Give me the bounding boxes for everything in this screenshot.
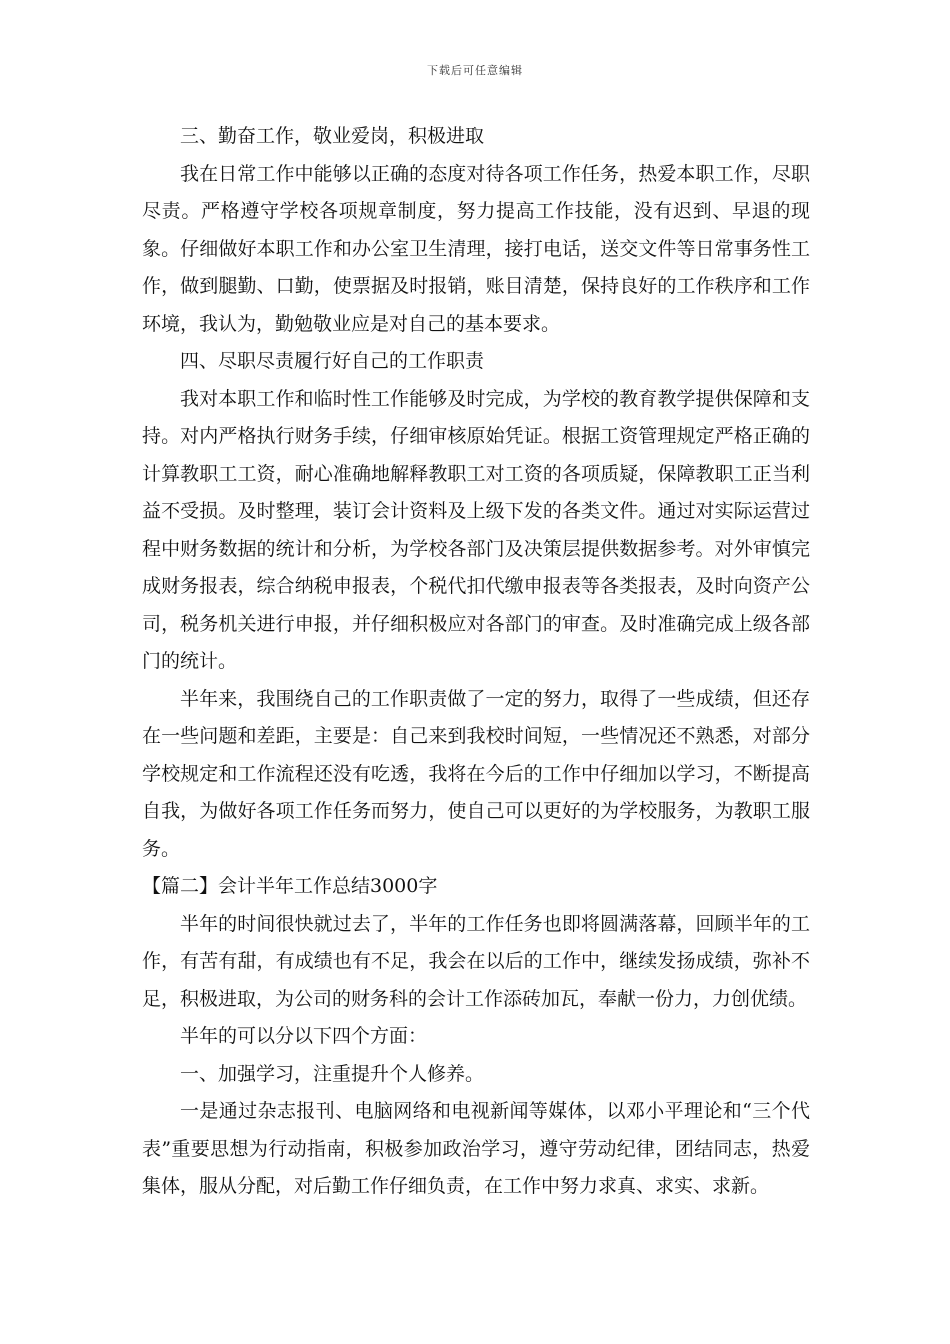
section-heading-3: 三、勤奋工作，敬业爱岗，积极进取 xyxy=(180,125,485,147)
body-paragraph: 我在日常工作中能够以正确的态度对待各项工作任务，热爱本职工作，尽职尽责。严格遵守学校各项规章制度，努力提高工作技能，没有迟到、早退的现象。仔细做好本职工作和办公室卫生清理，接打电话，送交文件等日常事务性工作，做到腿勤、口勤，使票据及时报销，账目清楚，保持良好的工作秩序和工作环境，我认为，勤勉敬业应是对自己的基本要求。 xyxy=(142,162,810,335)
body-paragraph: 半年的时间很快就过去了，半年的工作任务也即将圆满落幕，回顾半年的工作，有苦有甜，有成绩也有不足，我会在以后的工作中，继续发扬成绩，弥补不足，积极进取，为公司的财务科的会计工作添砖加瓦，奉献一份力，力创优绩。 xyxy=(142,912,810,1010)
document-body xyxy=(142,118,810,1206)
body-paragraph: 半年的可以分以下四个方面： xyxy=(180,1025,428,1047)
page-header: 下载后可任意编辑 xyxy=(427,64,523,77)
article-title: 【篇二】会计半年工作总结3000字 xyxy=(142,875,438,897)
section-heading-4: 四、尽职尽责履行好自己的工作职责 xyxy=(180,350,485,372)
body-paragraph: 一是通过杂志报刊、电脑网络和电视新闻等媒体，以邓小平理论和“三个代表”重要思想为行动指南，积极参加政治学习，遵守劳动纪律，团结同志，热爱集体，服从分配，对后勤工作仔细负责，在工作中努力求真、求实、求新。 xyxy=(142,1100,810,1197)
section-heading-1: 一、加强学习，注重提升个人修养。 xyxy=(180,1062,485,1085)
body-paragraph: 半年来，我围绕自己的工作职责做了一定的努力，取得了一些成绩，但还存在一些问题和差距，主要是：自己来到我校时间短，一些情况还不熟悉，对部分学校规定和工作流程还没有吃透，我将在今后的工作中仔细加以学习，不断提高自我，为做好各项工作任务而努力，使自己可以更好的为学校服务，为教职工服务。 xyxy=(142,687,810,860)
body-paragraph: 我对本职工作和临时性工作能够及时完成，为学校的教育教学提供保障和支持。对内严格执行财务手续，仔细审核原始凭证。根据工资管理规定严格正确的计算教职工工资，耐心准确地解释教职工对工资的各项质疑，保障教职工正当利益不受损。及时整理，装订会计资料及上级下发的各类文件。通过对实际运营过程中财务数据的统计和分析，为学校各部门及决策层提供数据参考。对外审慎完成财务报表，综合纳税申报表，个税代扣代缴申报表等各类报表，及时向资产公司，税务机关进行申报，并仔细积极应对各部门的审查。及时准确完成上级各部门的统计。 xyxy=(142,387,810,672)
